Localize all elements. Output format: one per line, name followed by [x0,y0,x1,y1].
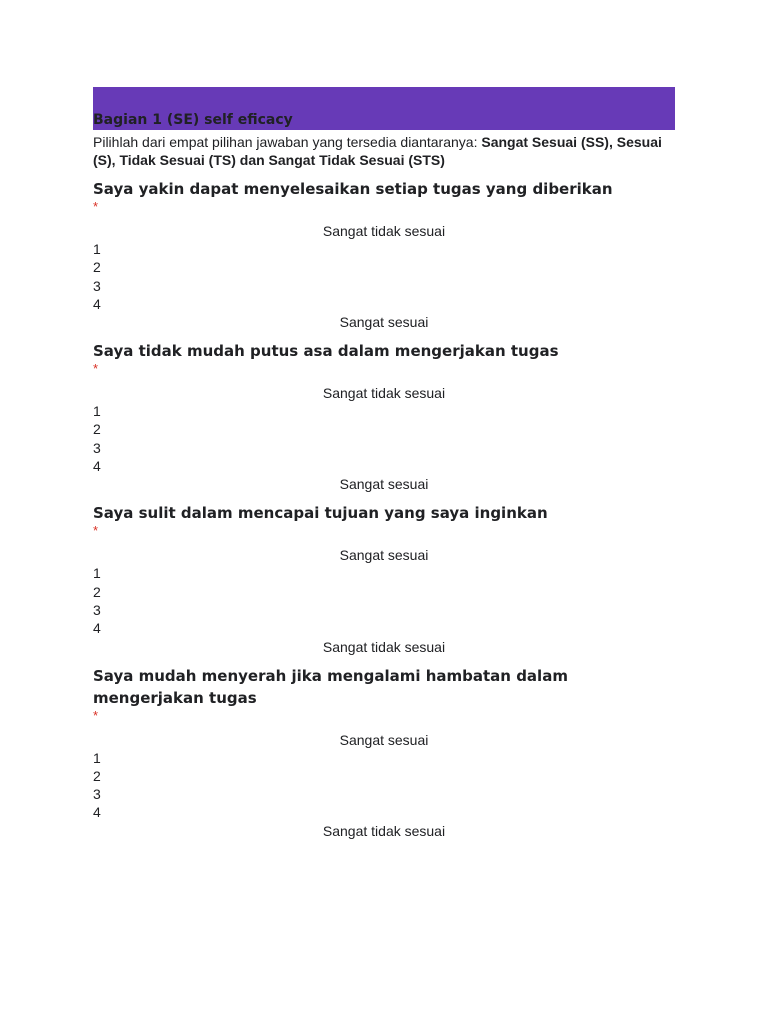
question-title: Saya sulit dalam mencapai tujuan yang saya inginkan [93,504,548,523]
option-2[interactable]: 2 [93,421,101,438]
scale-top-label: Sangat tidak sesuai [322,385,446,402]
question-3 [93,502,675,655]
scale-top-label: Sangat sesuai [339,547,429,564]
option-list [93,564,675,637]
scale-bottom-label: Sangat sesuai [339,314,429,331]
section-title: Bagian 1 (SE) self eficacy [93,112,293,128]
option-1[interactable]: 1 [93,403,101,420]
scale-top-label: Sangat sesuai [339,731,429,748]
scale-bottom-label: Sangat tidak sesuai [322,638,446,655]
option-2[interactable]: 2 [93,259,101,276]
option-1[interactable]: 1 [93,241,101,257]
question-title: Saya yakin dapat menyelesaikan setiap tugas yang diberikan [93,180,613,198]
option-3[interactable]: 3 [93,601,101,618]
option-list [93,402,675,475]
section-header [93,87,675,130]
required-asterisk: * [93,361,99,377]
option-2[interactable]: 2 [93,583,101,600]
option-4[interactable]: 4 [93,804,101,821]
question-title: Saya mudah menyerah jika mengalami hambatan dalam mengerjakan tugas [93,666,568,707]
section-description [93,133,675,169]
question-1 [93,178,675,331]
option-3[interactable]: 3 [93,786,101,803]
option-4[interactable]: 4 [93,295,101,312]
question-title: Saya tidak mudah putus asa dalam mengerjakan tugas [93,342,559,361]
option-3[interactable]: 3 [93,277,101,294]
option-list [93,749,675,822]
option-1[interactable]: 1 [93,565,101,582]
scale-top-label: Sangat tidak sesuai [322,223,446,239]
required-asterisk: * [93,199,99,214]
option-4[interactable]: 4 [93,458,101,475]
option-1[interactable]: 1 [93,749,101,766]
option-4[interactable]: 4 [93,620,101,637]
question-2 [93,340,675,493]
form-page [93,87,675,840]
scale-bottom-label: Sangat tidak sesuai [322,822,446,839]
required-asterisk: * [93,523,99,539]
required-asterisk: * [93,707,99,723]
option-list [93,240,675,313]
section-description-bold: Sangat Sesuai (SS), Sesuai (S), Tidak Sesuai (TS) dan Sangat Tidak Sesuai (STS) [93,134,662,168]
option-3[interactable]: 3 [93,439,101,456]
section-description-text: Pilihlah dari empat pilihan jawaban yang tersedia diantaranya: [93,134,482,150]
question-4 [93,665,675,840]
option-2[interactable]: 2 [93,767,101,784]
scale-bottom-label: Sangat sesuai [339,476,429,493]
